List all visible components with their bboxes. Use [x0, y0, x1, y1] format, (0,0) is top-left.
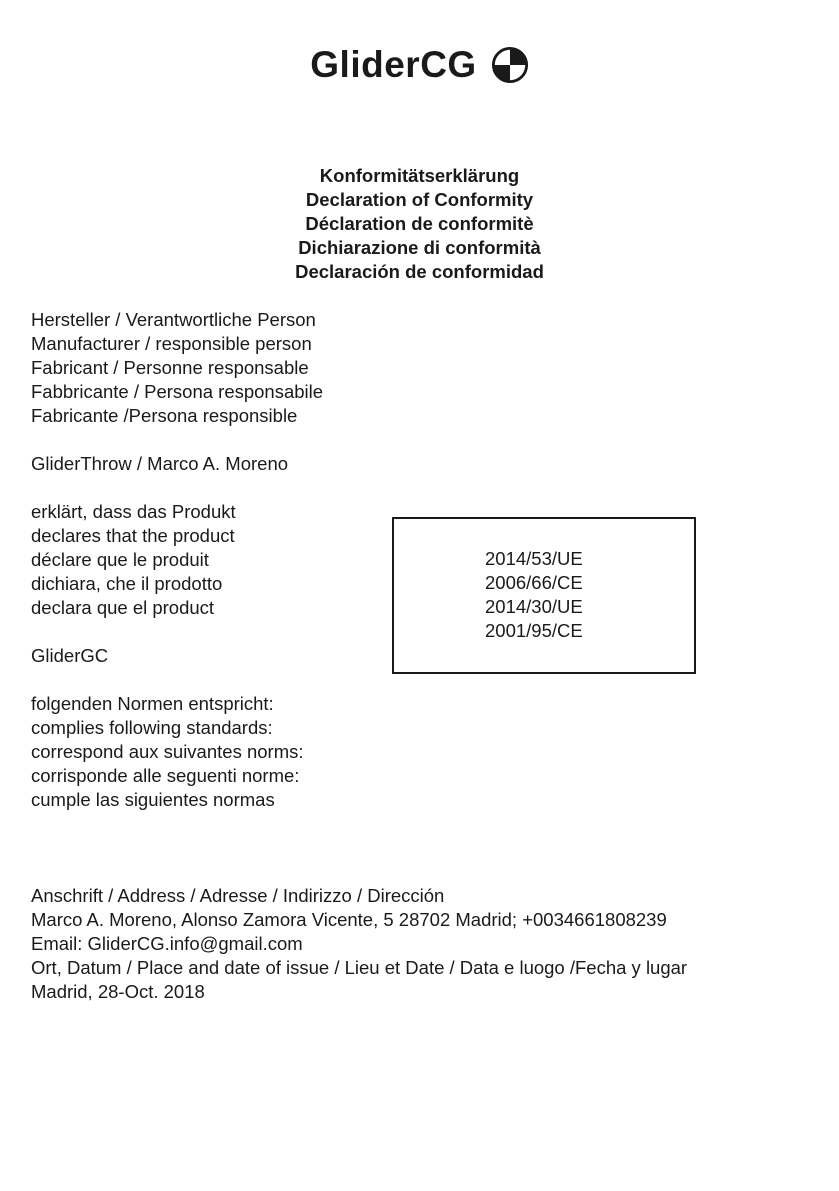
directive-item: 2014/53/UE — [485, 548, 583, 569]
place-date-label: Ort, Datum / Place and date of issue / Lieu et Date / Data e luogo /Fecha y lugar — [31, 957, 688, 978]
title-de: Konformitätserklärung — [319, 165, 520, 186]
title-it: Dichiarazione di conformità — [298, 237, 541, 258]
manufacturer-label: Fabbricante / Persona responsabile — [31, 381, 324, 402]
address-footer — [31, 884, 687, 1004]
email-line: Email: GliderCG.info@gmail.com — [31, 933, 303, 954]
title-en: Declaration of Conformity — [305, 189, 534, 210]
declares-label: declares that the product — [31, 525, 235, 546]
manufacturer-label: Manufacturer / responsible person — [31, 333, 312, 354]
declares-labels — [31, 500, 236, 620]
standards-label: folgenden Normen entspricht: — [31, 693, 274, 714]
standards-label: complies following standards: — [31, 717, 273, 738]
manufacturer-label: Fabricant / Personne responsable — [31, 357, 309, 378]
place-date-value: Madrid, 28-Oct. 2018 — [31, 981, 205, 1002]
declares-label: dichiara, che il prodotto — [31, 573, 223, 594]
standards-label: corrisponde alle seguenti norme: — [31, 765, 300, 786]
manufacturer-labels — [31, 308, 323, 428]
directive-item: 2014/30/UE — [485, 596, 583, 617]
address-value: Marco A. Moreno, Alonso Zamora Vicente, 5 28702 Madrid; +0034661808239 — [31, 909, 667, 930]
logo — [0, 44, 839, 86]
title-fr: Déclaration de conformitè — [305, 213, 534, 234]
quartered-circle-icon — [491, 46, 529, 84]
standards-label: cumple las siguientes normas — [31, 789, 275, 810]
manufacturer-name-block — [31, 452, 288, 476]
declares-label: declara que el product — [31, 597, 215, 618]
manufacturer-label: Hersteller / Verantwortliche Person — [31, 309, 316, 330]
directives-box — [392, 517, 696, 674]
declares-label: erklärt, dass das Produkt — [31, 501, 236, 522]
product-name-block — [31, 644, 108, 668]
standards-labels — [31, 692, 304, 812]
manufacturer-name: GliderThrow / Marco A. Moreno — [31, 453, 289, 474]
address-label: Anschrift / Address / Adresse / Indirizzo / Dirección — [31, 885, 445, 906]
title-es: Declaración de conformidad — [295, 261, 544, 282]
directives-list — [485, 547, 583, 643]
logo-text: GliderCG — [310, 44, 477, 85]
declares-label: déclare que le produit — [31, 549, 209, 570]
product-name: GliderGC — [31, 645, 109, 666]
declaration-titles — [0, 164, 839, 284]
directive-item: 2001/95/CE — [485, 620, 583, 641]
manufacturer-label: Fabricante /Persona responsible — [31, 405, 298, 426]
directive-item: 2006/66/CE — [485, 572, 583, 593]
standards-label: correspond aux suivantes norms: — [31, 741, 304, 762]
